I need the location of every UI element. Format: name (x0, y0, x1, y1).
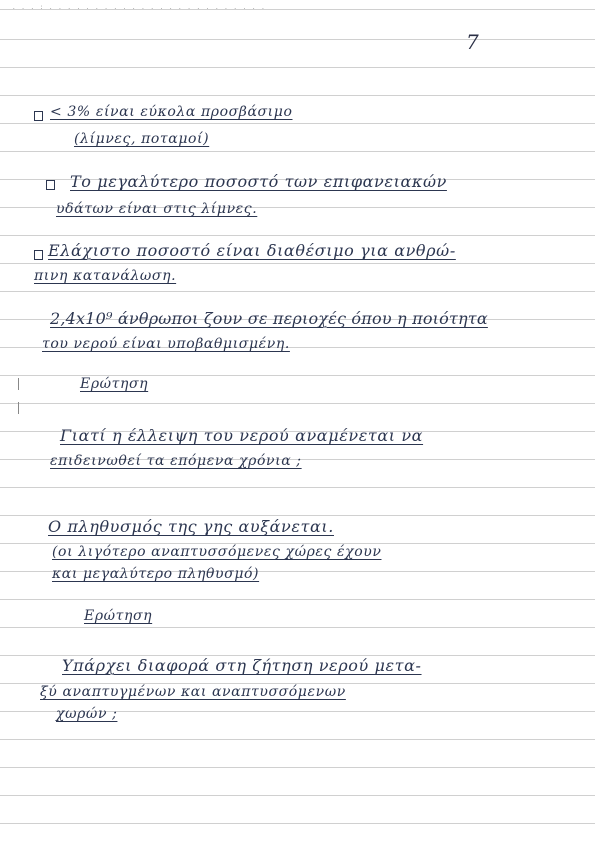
note-line: (λίμνες, ποταμοί) (74, 131, 210, 147)
note-line: < 3% είναι εύκολα προσβάσιμο (50, 104, 293, 120)
note-line: ξύ αναπτυγμένων και αναπτυσσόμενων (40, 684, 346, 700)
page-number: 7 (466, 30, 479, 54)
checkbox-icon (34, 250, 43, 260)
note-line: του νερού είναι υποβαθμισμένη. (42, 336, 290, 352)
question-heading: Ερώτηση (84, 608, 153, 624)
question-heading: Ερώτηση (80, 376, 149, 392)
note-line: υδάτων είναι στις λίμνες. (56, 201, 258, 217)
note-line: επιδεινωθεί τα επόμενα χρόνια ; (50, 453, 302, 469)
note-line: Ο πληθυσμός της γης αυξάνεται. (48, 517, 334, 536)
note-line: Ελάχιστο ποσοστό είναι διαθέσιμο για ανθρώ- (48, 241, 456, 260)
margin-tick (18, 378, 19, 390)
scan-header-noise: . . . : . . . . . . . . . . . . . . . . . . . . . . . . (12, 4, 266, 10)
margin-tick (18, 402, 19, 414)
note-line: χωρών ; (56, 706, 118, 722)
note-line: Υπάρχει διαφορά στη ζήτηση νερού μετα- (62, 656, 422, 675)
note-line: 2,4x10⁹ άνθρωποι ζουν σε περιοχές όπου η ποιότητα (50, 309, 488, 328)
note-line: και μεγαλύτερο πληθυσμό) (52, 566, 260, 582)
checkbox-icon (46, 180, 55, 190)
note-line: Γιατί η έλλειψη του νερού αναμένεται να (60, 426, 424, 445)
note-line: Το μεγαλύτερο ποσοστό των επιφανειακών (70, 172, 447, 191)
note-line: (οι λιγότερο αναπτυσσόμενες χώρες έχουν (52, 544, 382, 560)
checkbox-icon (34, 111, 43, 121)
note-line: πινη κατανάλωση. (34, 268, 177, 284)
